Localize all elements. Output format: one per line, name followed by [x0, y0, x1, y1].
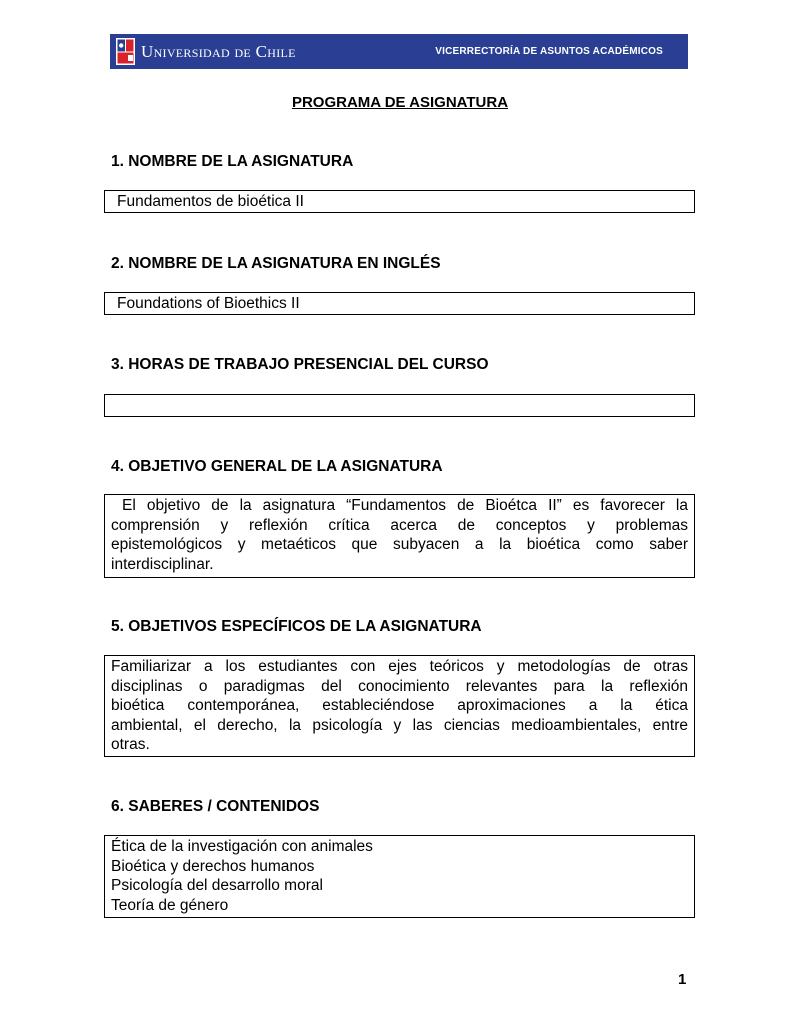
general-objective-line: epistemológicos y metaéticos que subyacen a la bioética como saber	[111, 536, 688, 553]
specific-objectives-line: bioética contemporánea, estableciéndose aproximaciones a la ética	[111, 697, 688, 714]
contact-hours-box	[104, 394, 695, 417]
content-item: Psicología del desarrollo moral	[111, 877, 323, 894]
section-3-heading: 3. HORAS DE TRABAJO PRESENCIAL DEL CURSO	[111, 356, 489, 373]
page-number: 1	[678, 971, 687, 988]
course-name-english-box	[104, 292, 695, 315]
content-item: Ética de la investigación con animales	[111, 838, 373, 855]
university-name: Universidad de Chile	[141, 42, 296, 61]
general-objective-line: El objetivo de la asignatura “Fundamentos de Bioétca II” es favorecer la	[111, 497, 688, 514]
general-objective-line: interdisciplinar.	[111, 555, 214, 573]
section-1-heading: 1. NOMBRE DE LA ASIGNATURA	[111, 153, 354, 170]
section-5-heading: 5. OBJETIVOS ESPECÍFICOS DE LA ASIGNATURA	[111, 618, 482, 635]
specific-objectives-line: ambiental, el derecho, la psicología y las ciencias medioambientales, entre	[111, 716, 688, 734]
section-2-heading: 2. NOMBRE DE LA ASIGNATURA EN INGLÉS	[111, 255, 441, 272]
general-objective-line: comprensión y reflexión crítica acerca de conceptos y problemas	[111, 516, 688, 534]
course-name-box	[104, 190, 695, 213]
contents-box	[104, 835, 695, 918]
vicerrectoria-name: VICERRECTORÍA DE ASUNTOS ACADÉMICOS	[435, 46, 663, 57]
specific-objectives-line: Familiarizar a los estudiantes con ejes teóricos y metodologías de otras	[111, 658, 688, 675]
specific-objectives-line: otras.	[111, 736, 150, 753]
document-title: PROGRAMA DE ASIGNATURA	[291, 94, 509, 111]
section-6-heading: 6. SABERES / CONTENIDOS	[111, 798, 320, 815]
content-item: Bioética y derechos humanos	[111, 857, 315, 875]
section-4-heading: 4. OBJETIVO GENERAL DE LA ASIGNATURA	[111, 458, 443, 475]
content-item: Teoría de género	[111, 896, 229, 914]
university-crest-icon	[116, 38, 135, 65]
university-header-banner	[110, 34, 688, 69]
specific-objectives-box	[104, 655, 695, 757]
specific-objectives-line: disciplinas o paradigmas del conocimiento relevantes para la reflexión	[111, 677, 688, 695]
general-objective-box	[104, 494, 695, 578]
course-name-value: Fundamentos de bioética II	[117, 193, 304, 210]
course-name-english-value: Foundations of Bioethics II	[117, 295, 300, 312]
